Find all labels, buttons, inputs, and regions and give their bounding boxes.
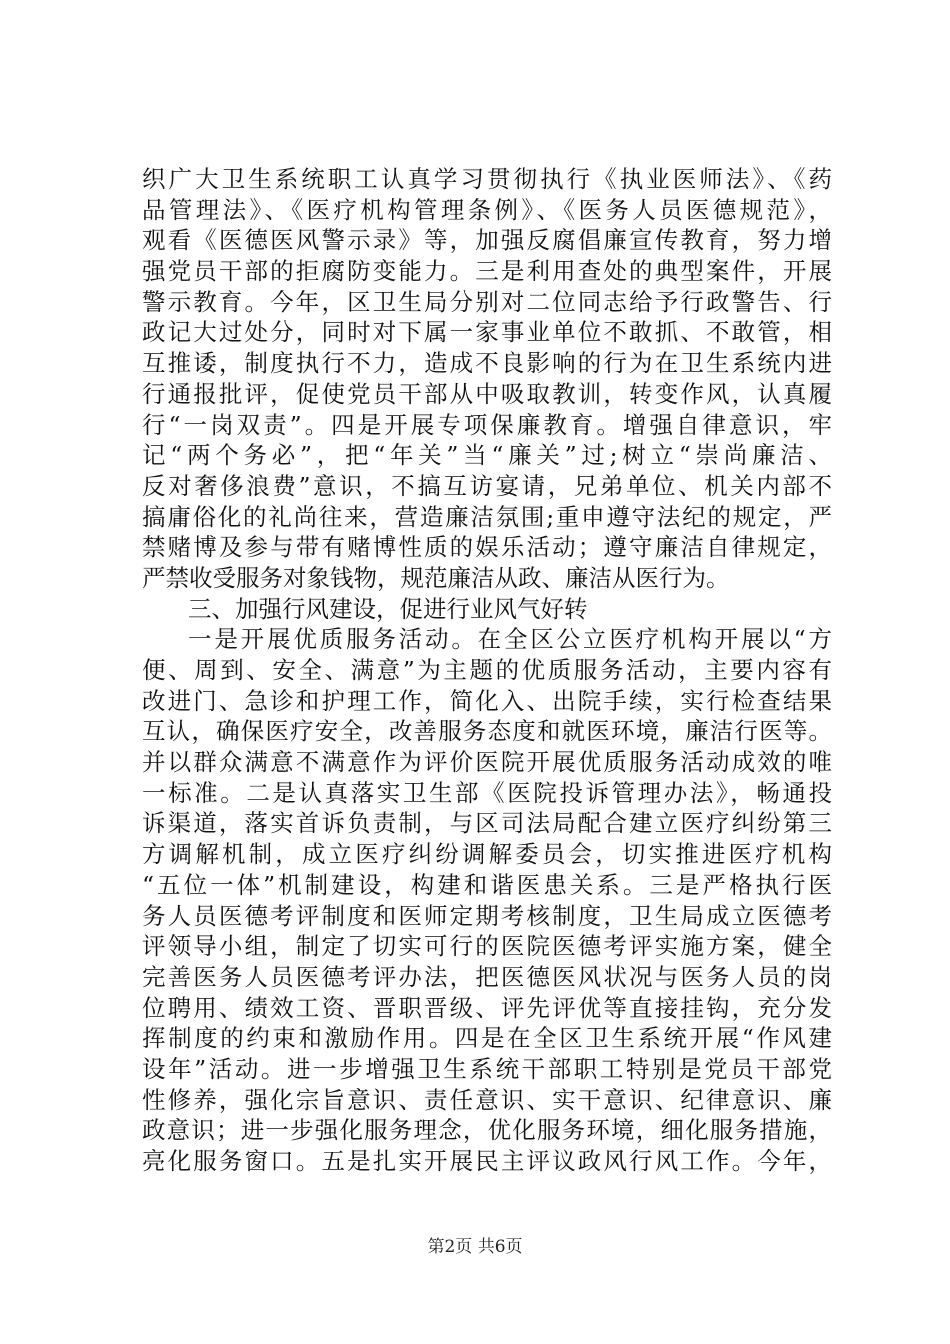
text-line: 挥制度的约束和激励作用。四是在全区卫生系统开展“作风建 <box>142 1024 832 1053</box>
text-line: 织广大卫生系统职工认真学习贯彻执行《执业医师法》、《药 <box>142 165 832 193</box>
text-line: 三、加强行风建设，促进行业风气好转 <box>188 594 588 623</box>
text-line: 改进门、急诊和护理工作，简化入、出院手续，实行检查结果 <box>142 686 832 715</box>
text-line: 行通报批评，促使党员干部从中吸取教训，转变作风，认真履 <box>142 379 832 408</box>
text-line: 记“两个务必”，把“年关”当“廉关”过;树立“崇尚廉洁、 <box>142 441 832 470</box>
text-line: 并以群众满意不满意作为评价医院开展优质服务活动成效的唯 <box>142 748 832 777</box>
text-line: 搞庸俗化的礼尚往来，营造廉洁氛围;重申遵守法纪的规定，严 <box>142 502 832 531</box>
text-line: 行“一岗双责”。四是开展专项保廉教育。增强自律意识，牢 <box>142 410 832 439</box>
text-line: 完善医务人员医德考评办法，把医德医风状况与医务人员的岗 <box>142 962 832 991</box>
page-footer: 第2页 共6页 <box>427 1237 523 1257</box>
text-line: 一标准。二是认真落实卫生部《医院投诉管理办法》，畅通投 <box>142 778 832 807</box>
text-line: 诉渠道，落实首诉负责制，与区司法局配合建立医疗纠纷第三 <box>142 809 832 838</box>
text-line: 设年”活动。进一步增强卫生系统干部职工特别是党员干部党 <box>142 1054 832 1083</box>
text-line: 便、周到、安全、满意”为主题的优质服务活动，主要内容有 <box>142 656 832 684</box>
text-line: “五位一体”机制建设，构建和谐医患关系。三是严格执行医 <box>142 870 832 899</box>
text-line: 警示教育。今年，区卫生局分别对二位同志给予行政警告、行 <box>142 287 832 316</box>
text-line: 强党员干部的拒腐防变能力。三是利用查处的典型案件，开展 <box>142 257 832 286</box>
text-line: 严禁收受服务对象钱物，规范廉洁从政、廉洁从医行为。 <box>142 563 730 592</box>
document-body <box>142 164 832 1177</box>
text-line: 政意识；进一步强化服务理念，优化服务环境，细化服务措施， <box>142 1116 832 1145</box>
text-line: 一是开展优质服务活动。在全区公立医疗机构开展以“方 <box>188 625 832 654</box>
text-line: 品管理法》、《医疗机构管理条例》、《医务人员医德规范》， <box>142 195 832 224</box>
text-line: 反对奢侈浪费”意识，不搞互访宴请，兄弟单位、机关内部不 <box>142 471 832 500</box>
text-line: 务人员医德考评制度和医师定期考核制度，卫生局成立医德考 <box>142 901 832 930</box>
text-line: 性修养，强化宗旨意识、责任意识、实干意识、纪律意识、廉 <box>142 1085 832 1114</box>
text-line: 互推诿，制度执行不力，造成不良影响的行为在卫生系统内进 <box>142 349 832 378</box>
text-line: 互认，确保医疗安全，改善服务态度和就医环境，廉洁行医等。 <box>142 717 832 746</box>
text-line: 亮化服务窗口。五是扎实开展民主评议政风行风工作。今年， <box>142 1147 832 1175</box>
text-line: 政记大过处分，同时对下属一家事业单位不敢抓、不敢管，相 <box>142 318 832 347</box>
text-line: 观看《医德医风警示录》等，加强反腐倡廉宣传教育，努力增 <box>142 226 832 255</box>
text-line: 评领导小组，制定了切实可行的医院医德考评实施方案，健全 <box>142 932 832 961</box>
text-line: 方调解机制，成立医疗纠纷调解委员会，切实推进医疗机构 <box>142 840 832 869</box>
text-line: 位聘用、绩效工资、晋职晋级、评先评优等直接挂钩，充分发 <box>142 993 832 1022</box>
text-line: 禁赌博及参与带有赌博性质的娱乐活动；遵守廉洁自律规定， <box>142 533 832 562</box>
